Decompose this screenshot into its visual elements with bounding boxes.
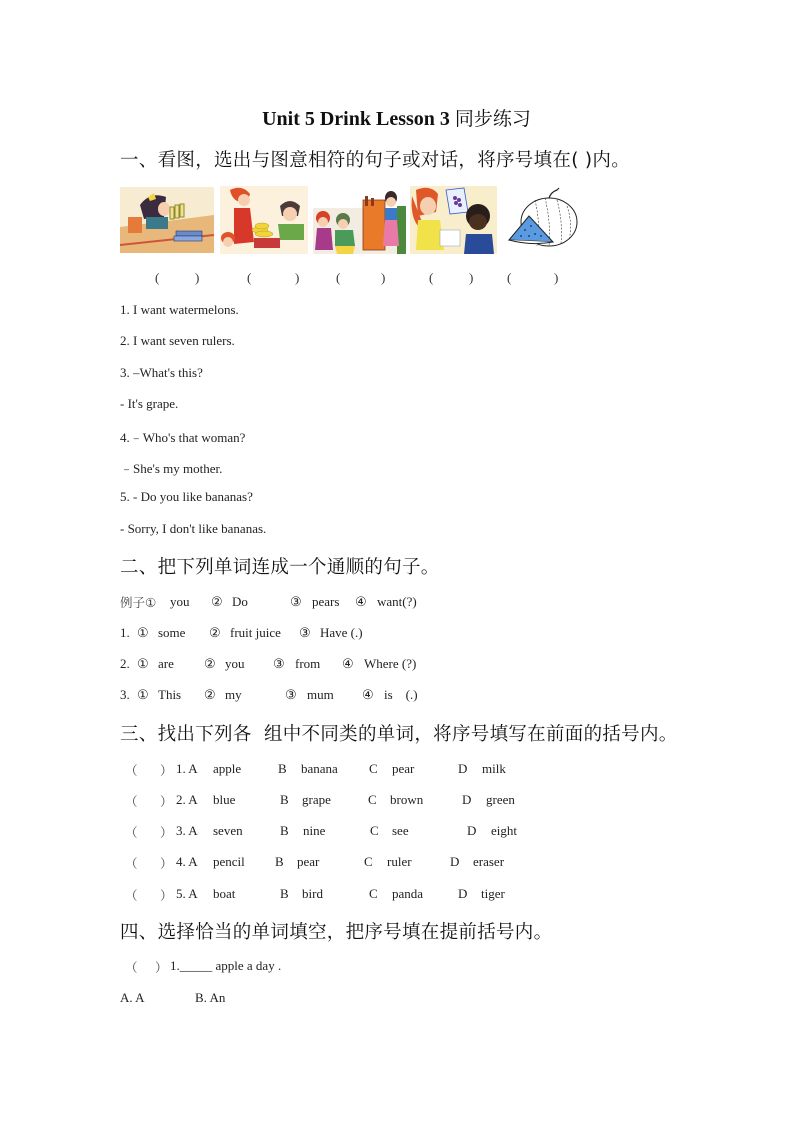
section1-heading: 一、看图，选出与图意相符的句子或对话，将序号填在( )内。	[120, 150, 631, 171]
word: from	[295, 656, 321, 671]
answer-bracket-open: （	[125, 960, 138, 975]
answer-bracket-open: （	[125, 856, 138, 871]
example-word-1: you	[170, 594, 190, 609]
word: fruit juice	[230, 625, 281, 640]
title-chinese: 同步练习	[454, 108, 531, 130]
option-c-label: C	[364, 854, 373, 869]
option-b-label: B	[280, 886, 289, 901]
sentence-4-question: 4.﹣Who's that woman?	[120, 430, 246, 445]
example-label: 例子①	[120, 595, 157, 610]
word-num: ④	[342, 656, 354, 671]
option-c: see	[392, 823, 409, 838]
question-index: 1. A	[176, 761, 198, 776]
word: some	[158, 625, 186, 640]
example-num-3: ③	[290, 594, 302, 609]
answer-bracket-open: （	[125, 888, 138, 903]
word-num: ③	[273, 656, 285, 671]
word-num: ②	[204, 687, 216, 702]
option-d: tiger	[481, 886, 505, 901]
word-num: ①	[137, 656, 149, 671]
title-english: Unit 5 Drink Lesson 3	[262, 108, 455, 130]
answer-bracket-open-1: (	[155, 270, 160, 285]
option-a: pencil	[213, 854, 245, 869]
option-c-label: C	[368, 792, 377, 807]
option-b: grape	[302, 792, 331, 807]
option-c-label: C	[370, 823, 379, 838]
option-d-label: D	[450, 854, 460, 869]
word-num: ④	[362, 687, 374, 702]
answer-bracket-open-4: (	[429, 270, 434, 285]
girl-shows-grape-card-picture	[410, 186, 497, 254]
option-d-label: D	[462, 792, 472, 807]
word-num: ③	[285, 687, 297, 702]
sentence-3-question: 3. –What's this?	[120, 365, 203, 380]
answer-bracket-close: ）	[160, 825, 173, 840]
option-d: eraser	[473, 854, 505, 869]
option-c-label: C	[369, 761, 378, 776]
word: my	[225, 687, 242, 702]
option-b-label: B	[280, 792, 289, 807]
option-c: panda	[392, 886, 424, 901]
option-c: brown	[390, 792, 424, 807]
option-b: bird	[302, 886, 323, 901]
example-num-2: ②	[211, 594, 223, 609]
option-b-label: B	[278, 761, 287, 776]
sentence-1: 1. I want watermelons.	[120, 302, 239, 317]
answer-bracket-open: （	[125, 794, 138, 809]
section2-heading: 二、把下列单词连成一个通顺的句子。	[120, 557, 440, 578]
example-word-2: Do	[232, 594, 248, 609]
answer-bracket-open: （	[125, 763, 138, 778]
option-c: ruler	[387, 854, 412, 869]
word: is (.)	[384, 687, 418, 702]
option-a: blue	[213, 792, 236, 807]
option-b: banana	[301, 761, 338, 776]
example-word-4: want(?)	[377, 594, 417, 609]
question-index: 5. A	[176, 886, 198, 901]
word-num: ②	[204, 656, 216, 671]
answer-bracket-close-5: )	[554, 270, 559, 285]
row-index: 1.	[120, 625, 130, 640]
example-word-3: pears	[312, 594, 340, 609]
answer-bracket-open: （	[125, 825, 138, 840]
option-d: green	[486, 792, 515, 807]
sentence-4-answer: ﹣She's my mother.	[120, 461, 223, 476]
word: This	[158, 687, 182, 702]
word-num: ③	[299, 625, 311, 640]
word-num: ②	[209, 625, 221, 640]
example-num-4: ④	[355, 594, 367, 609]
option-b: B. An	[195, 990, 226, 1005]
sentence-3-answer: - It's grape.	[120, 396, 179, 411]
sentence-5-answer: - Sorry, I don't like bananas.	[120, 521, 267, 536]
option-a: apple	[213, 761, 242, 776]
option-c-label: C	[369, 886, 378, 901]
answer-bracket-close-1: )	[195, 270, 200, 285]
word: Where (?)	[364, 656, 417, 671]
option-b: pear	[297, 854, 320, 869]
answer-bracket-close-4: )	[469, 270, 474, 285]
row-index: 2.	[120, 656, 130, 671]
children-meet-woman-picture	[313, 186, 406, 254]
answer-bracket-close: ）	[160, 888, 173, 903]
watermelon-picture	[505, 186, 581, 254]
question-index: 2. A	[176, 792, 198, 807]
girl-with-rulers-picture	[120, 187, 214, 253]
section3-heading: 三、找出下列各 组中不同类的单词，将序号填写在前面的括号内。	[120, 724, 678, 745]
answer-bracket-close-3: )	[381, 270, 386, 285]
answer-bracket-close: ）	[155, 960, 168, 975]
row-index: 3.	[120, 687, 130, 702]
answer-bracket-close-2: )	[295, 270, 300, 285]
option-a: boat	[213, 886, 236, 901]
page-title	[0, 104, 793, 131]
word-num: ①	[137, 687, 149, 702]
option-b-label: B	[280, 823, 289, 838]
answer-bracket-open-2: (	[247, 270, 252, 285]
word: you	[225, 656, 245, 671]
option-c: pear	[392, 761, 415, 776]
option-b: nine	[303, 823, 326, 838]
option-a: seven	[213, 823, 243, 838]
option-b-label: B	[275, 854, 284, 869]
answer-bracket-close: ）	[160, 794, 173, 809]
option-d-label: D	[458, 761, 468, 776]
option-d: milk	[482, 761, 506, 776]
word-num: ①	[137, 625, 149, 640]
girls-with-bananas-picture	[220, 186, 308, 254]
section4-heading: 四、选择恰当的单词填空，把序号填在提前括号内。	[120, 922, 553, 943]
answer-bracket-open-5: (	[507, 270, 512, 285]
option-a: A. A	[120, 990, 145, 1005]
word: are	[158, 656, 174, 671]
option-d: eight	[491, 823, 517, 838]
answer-bracket-open-3: (	[336, 270, 341, 285]
option-d-label: D	[458, 886, 468, 901]
word: mum	[307, 687, 334, 702]
question-text: 1._____ apple a day .	[170, 958, 282, 973]
word: Have (.)	[320, 625, 363, 640]
question-index: 4. A	[176, 854, 198, 869]
sentence-5-question: 5. - Do you like bananas?	[120, 489, 253, 504]
answer-bracket-close: ）	[160, 763, 173, 778]
question-index: 3. A	[176, 823, 198, 838]
sentence-2: 2. I want seven rulers.	[120, 333, 235, 348]
answer-bracket-close: ）	[160, 856, 173, 871]
option-d-label: D	[467, 823, 477, 838]
